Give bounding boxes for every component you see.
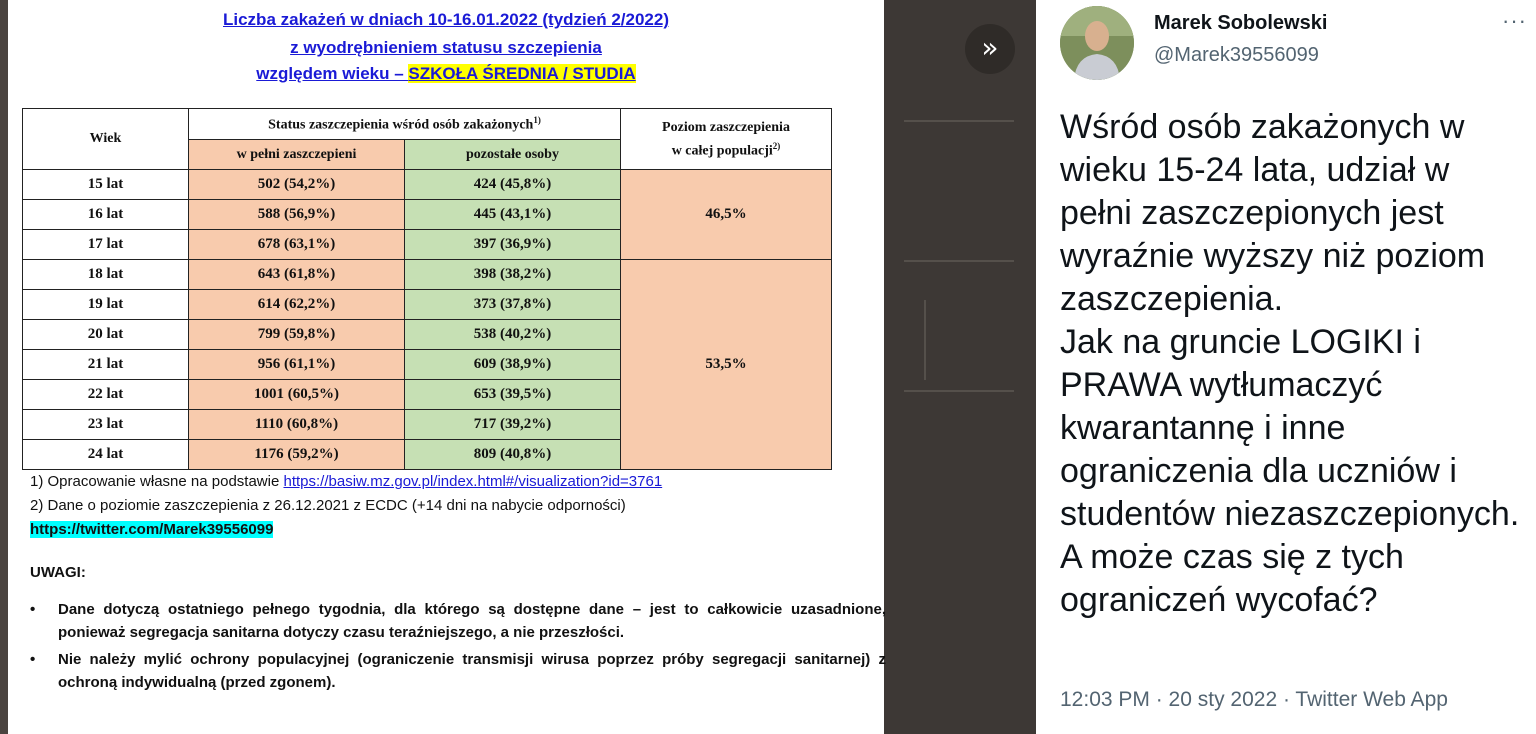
cell-pop-group2: 53,5%: [621, 260, 832, 470]
header-pop-sup: 2): [772, 140, 781, 151]
cell-age: 16 lat: [23, 200, 189, 230]
image-title-line1: Liczba zakażeń w dniach 10-16.01.2022 (tydzień 2/2022): [223, 10, 669, 29]
header-age: Wiek: [23, 109, 189, 170]
author-handle[interactable]: @Marek39556099: [1154, 44, 1319, 66]
cell-age: 19 lat: [23, 290, 189, 320]
cell-age: 22 lat: [23, 380, 189, 410]
cell-age: 17 lat: [23, 230, 189, 260]
cell-full: 502 (54,2%): [189, 170, 405, 200]
cell-rest: 809 (40,8%): [405, 440, 621, 470]
bullet-text: Nie należy mylić ochrony populacyjnej (ograniczenie transmisji wirusa poprzez próby segregacji sanitarnej) z ochroną indywidualną (przed zgonem).: [58, 651, 886, 691]
cell-rest: 445 (43,1%): [405, 200, 621, 230]
cell-rest: 609 (38,9%): [405, 350, 621, 380]
note-1-text: 1) Opracowanie własne na podstawie: [30, 473, 284, 490]
cell-age: 21 lat: [23, 350, 189, 380]
cell-rest: 373 (37,8%): [405, 290, 621, 320]
cell-pop-group1: 46,5%: [621, 170, 832, 260]
image-title-highlight: SZKOŁA ŚREDNIA / STUDIA: [408, 64, 636, 83]
backdrop-ghost-strip: [884, 0, 1036, 734]
remarks-heading: UWAGI:: [30, 564, 86, 581]
expand-panel-button[interactable]: »: [965, 24, 1015, 74]
cell-rest: 653 (39,5%): [405, 380, 621, 410]
note-2: 2) Dane o poziomie zaszczepienia z 26.12.2021 z ECDC (+14 dni na nabycie odporności): [30, 497, 626, 514]
header-rest: pozostałe osoby: [405, 140, 621, 170]
cell-rest: 717 (39,2%): [405, 410, 621, 440]
list-item: [30, 598, 886, 644]
image-title-line2: z wyodrębnieniem statusu szczepienia: [290, 38, 602, 57]
bullet-text: Dane dotyczą ostatniego pełnego tygodnia, dla którego są dostępne dane – jest to całkowicie uzasadnione, ponieważ segregacja sanitarna dotyczy czasu teraźniejszego, a nie przeszłości.: [58, 601, 886, 641]
cell-age: 23 lat: [23, 410, 189, 440]
header-full: w pełni zaszczepieni: [189, 140, 405, 170]
header-status-sup: 1): [533, 114, 541, 125]
cell-full: 1176 (59,2%): [189, 440, 405, 470]
cell-rest: 424 (45,8%): [405, 170, 621, 200]
remarks-list: [30, 598, 886, 698]
cell-full: 643 (61,8%): [189, 260, 405, 290]
avatar-photo: [1060, 6, 1134, 80]
twitter-link: https://twitter.com/Marek39556099: [30, 521, 274, 538]
header-pop-line2: w całej populacji: [671, 143, 773, 159]
more-options-icon[interactable]: ···: [1502, 8, 1527, 33]
cell-age: 20 lat: [23, 320, 189, 350]
cell-rest: 538 (40,2%): [405, 320, 621, 350]
cell-full: 614 (62,2%): [189, 290, 405, 320]
cell-rest: 397 (36,9%): [405, 230, 621, 260]
bullet-dot: •: [30, 601, 36, 618]
tweet-image[interactable]: [8, 0, 884, 734]
image-title-line3-prefix: względem wieku –: [256, 64, 409, 83]
cell-full: 799 (59,8%): [189, 320, 405, 350]
header-status: [189, 109, 621, 140]
tweet-panel: [1036, 0, 1536, 734]
cell-full: 1001 (60,5%): [189, 380, 405, 410]
tweet-text: Wśród osób zakażonych w wieku 15-24 lata, udział w pełni zaszczepionych jest wyraźnie wyższy niż poziom zaszczepienia. Jak na gruncie LOGIKI i PRAWA wytłumaczyć kwarantannę i inne ograniczenia dla uczniów i studentów niezaszczepionych. A może czas się z tych ograniczeń wycofać?: [1060, 108, 1520, 619]
note-1-link: https://basiw.mz.gov.pl/index.html#/visualization?id=3761: [283, 473, 663, 490]
cell-rest: 398 (38,2%): [405, 260, 621, 290]
header-population: [621, 109, 832, 170]
author-name[interactable]: Marek Sobolewski: [1154, 12, 1328, 34]
cell-full: 1110 (60,8%): [189, 410, 405, 440]
cell-age: 18 lat: [23, 260, 189, 290]
infections-table: [22, 108, 832, 470]
avatar[interactable]: [1060, 6, 1134, 80]
table-row: [23, 170, 832, 200]
cell-full: 588 (56,9%): [189, 200, 405, 230]
header-pop-line1: Poziom zaszczepienia: [662, 119, 790, 135]
table-row: [23, 260, 832, 290]
tweet-timestamp[interactable]: 12:03 PM · 20 sty 2022 · Twitter Web App: [1060, 688, 1448, 711]
list-item: [30, 648, 886, 694]
cell-full: 956 (61,1%): [189, 350, 405, 380]
note-1: [30, 470, 662, 494]
bullet-dot: •: [30, 651, 36, 668]
cell-full: 678 (63,1%): [189, 230, 405, 260]
image-title-line3: [8, 62, 884, 85]
cell-age: 15 lat: [23, 170, 189, 200]
header-status-label: Status zaszczepienia wśród osób zakażonych: [268, 117, 534, 133]
cell-age: 24 lat: [23, 440, 189, 470]
image-notes: [30, 470, 662, 542]
